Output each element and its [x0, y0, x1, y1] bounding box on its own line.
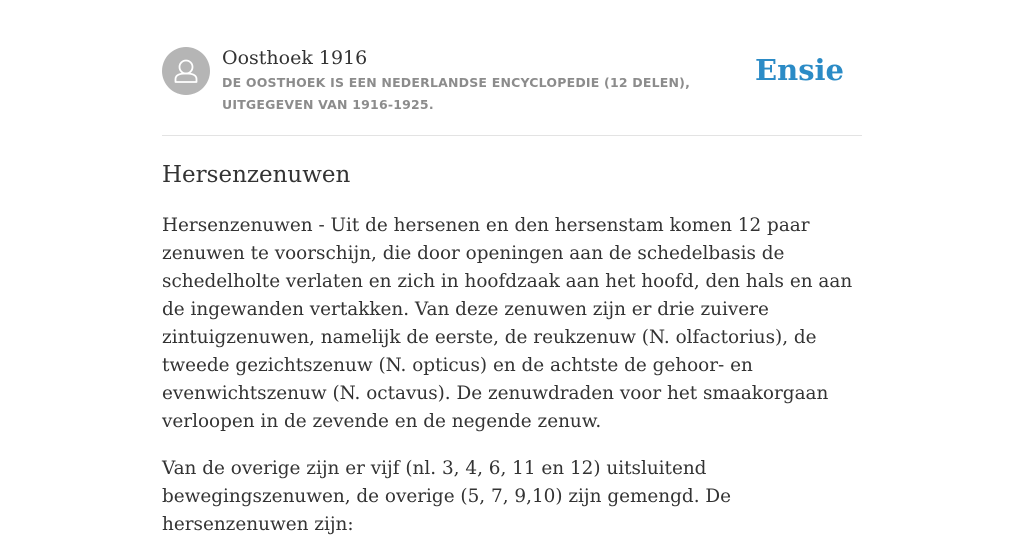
avatar[interactable]: [162, 47, 210, 95]
source-description: DE OOSTHOEK IS EEN NEDERLANDSE ENCYCLOPEDIE (12 DELEN), UITGEGEVEN VAN 1916-1925.: [222, 75, 691, 112]
brand-logo[interactable]: Ensie: [755, 53, 844, 87]
user-icon: [162, 47, 210, 95]
article-paragraph: Hersenzenuwen - Uit de hersenen en den hersenstam komen 12 paar zenuwen te voorschijn, die door openingen aan de schedelbasis de schedelholte verlaten en zich in hoofdzaak aan het hoofd, den hals en aan de ingewanden vertakken. Van deze zenuwen zijn er drie zuivere zintuigzenuwen, namelijk de eerste, de reukzenuw (N. olfactorius), de tweede gezichtszenuw (N. opticus) en de achtste de gehoor- en evenwichtszenuw (N. octavus). De zenuwdraden voor het smaakorgaan verloopen in de zevende en de negende zenuw.: [162, 215, 853, 432]
article-title: Hersenzenuwen: [162, 162, 351, 188]
article-paragraph: Van de overige zijn er vijf (nl. 3, 4, 6, 11 en 12) uitsluitend bewegingszenuwen, de overige (5, 7, 9,10) zijn gemengd. De hersenzenuwen zijn:: [162, 458, 732, 535]
source-header: [162, 44, 862, 116]
source-title[interactable]: Oosthoek 1916: [222, 47, 368, 69]
divider: [162, 135, 862, 136]
article-body: [162, 212, 864, 558]
